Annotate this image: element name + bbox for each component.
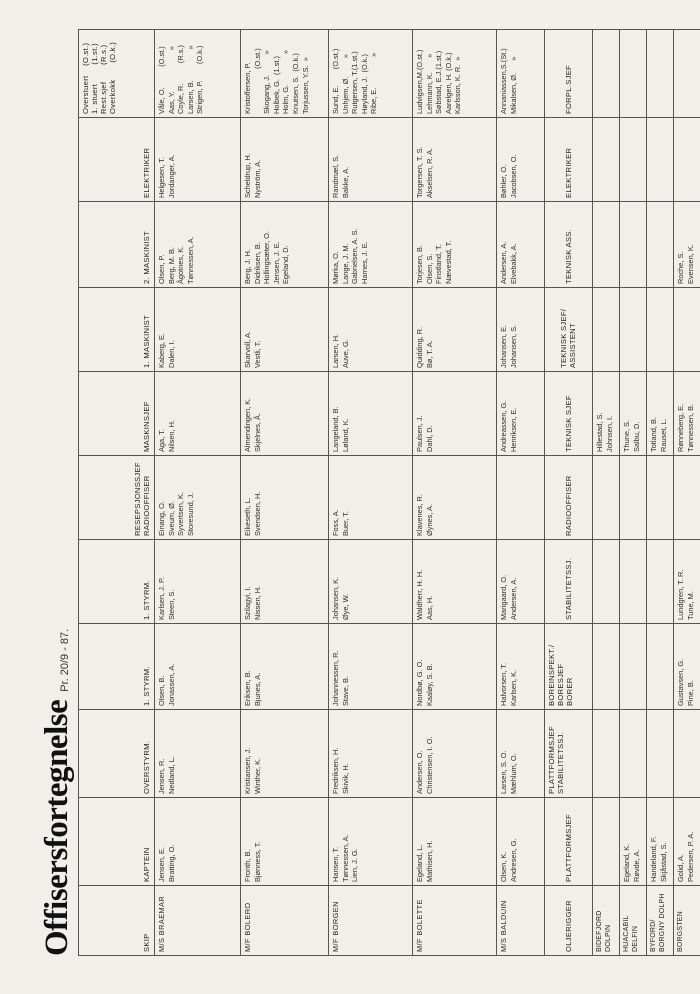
1-styrm-cell: Eriksen, B. Bjunes, A. <box>241 624 329 710</box>
1-maskinist-cell: Skarvoll, A. Vestli, T. <box>241 288 329 372</box>
ship-row-balduin <box>497 30 545 956</box>
rig-row-borgsten <box>674 30 700 956</box>
stuert-cell: Annaniassen,S.(St.) Mikalsen, Ø. » <box>497 30 545 118</box>
oil-header-name: OLJERIGGER <box>545 886 593 956</box>
1-styrm-b-cell: Szilagyi, I. Nissen, H. <box>241 540 329 624</box>
elektriker-cell: Scheldrup, H. Nyström, A. <box>241 118 329 202</box>
boreinspekt-cell <box>620 624 647 710</box>
1-maskinist-cell: Kaberg, E. Dalen, I. <box>155 288 241 372</box>
document-title: Offisersfortegnelse <box>39 699 75 956</box>
header-radio: RESEPSJONSSJEF RADIOOFFISER <box>79 456 155 540</box>
maskinsjef-cell: Langeland, B. Løland, K. <box>329 372 413 456</box>
ship-row-borgen <box>329 30 413 956</box>
maskinsjef-cell: Andreassen, G. Henriksen, E. <box>497 372 545 456</box>
rig-name: BYFORD/ BORGNY DOLPH <box>647 886 674 956</box>
ship-name: M/S BALDUIN <box>497 886 545 956</box>
teknisk-sjef-cell: Rønneberg, E. Tønnessen, B. <box>674 372 700 456</box>
radio-cell: Einang, O. Sveum, Ø. Syvertsen, K. Storesund, J. <box>155 456 241 540</box>
elektriker-cell <box>647 118 674 202</box>
header-1-styrm: 1. STYRM. <box>79 624 155 710</box>
teknisk-sjef-ass-cell <box>620 288 647 372</box>
rig-name: BORGSTEN <box>674 886 700 956</box>
teknisk-sjef-ass-cell <box>674 288 700 372</box>
maskinsjef-cell: Aga, T. Nilsen, H. <box>155 372 241 456</box>
document-date: Pr. 20/9 - 87. <box>59 628 71 692</box>
teknisk-sjef-ass-cell <box>593 288 620 372</box>
stuert-cell: Ludvigsen,M.(O.st.) Lehmann, K. » Søbstad, E.J.(1.st.) Aarelgen, H. (O.k.) Karlsson, K. R. » <box>413 30 497 118</box>
oil-header-plattformsjef: PLATTFORMSJEF <box>545 798 593 886</box>
forpl-sjef-cell <box>674 30 700 118</box>
header-kaptein: KAPTEIN <box>79 798 155 886</box>
plattformsjef-stab-cell <box>620 710 647 798</box>
2-maskinist-cell: Olsen, P. Berg, M. B. Ågotnes, K. Tønnessen, A. <box>155 202 241 288</box>
oil-header-forpl-sjef: FORPL.SJEF <box>545 30 593 118</box>
overstyrm-cell: Andersen, O. Christensen, I. O. <box>413 710 497 798</box>
1-maskinist-cell: Johansen, E. Johansen, S. <box>497 288 545 372</box>
1-styrm-b-cell: Marigaard, O. Andersen, A. <box>497 540 545 624</box>
header-elektriker: ELEKTRIKER <box>79 118 155 202</box>
overstyrm-cell: Kristiansen, J. Winther, K. <box>241 710 329 798</box>
kaptein-cell: Jensen, E. Bratting, O. <box>155 798 241 886</box>
1-maskinist-cell: Larsen, H. Auve, G. <box>329 288 413 372</box>
header-ship: SKIP <box>79 886 155 956</box>
plattformsjef-cell <box>593 798 620 886</box>
plattformsjef-cell: Handeland, F. Skjåstad, S. <box>647 798 674 886</box>
1-styrm-cell: Johannessen, R. Stave, B. <box>329 624 413 710</box>
oil-header-teknisk-sjef-ass: TEKNISK SJEF/ ASSISTENT <box>545 288 593 372</box>
forpl-sjef-cell <box>647 30 674 118</box>
teknisk-ass-cell <box>647 202 674 288</box>
overstyrm-cell: Fredriksen, H. Skivik, H. <box>329 710 413 798</box>
plattformsjef-stab-cell <box>674 710 700 798</box>
1-styrm-cell: Nordbø, G. O. Kaaløy, S. B. <box>413 624 497 710</box>
maskinsjef-cell: Almendingen, K. Skjelnes, Å. <box>241 372 329 456</box>
rig-name: BIDEFJORD DOLPIN <box>593 886 620 956</box>
ship-row-bolette <box>413 30 497 956</box>
teknisk-sjef-cell: Hillestad, S. Johnsen, I. <box>593 372 620 456</box>
maskinsjef-cell: Paulsen, J. Dahl, D. <box>413 372 497 456</box>
teknisk-sjef-cell: Thune, S. Salbu, D. <box>620 372 647 456</box>
forpl-sjef-cell <box>620 30 647 118</box>
elektriker-cell: Helgesen, T. Jordanger, A. <box>155 118 241 202</box>
1-styrm-b-cell: Karlsen, J. P. Steen, S. <box>155 540 241 624</box>
boreinspekt-cell: Gustavsen, G. Pine, B. <box>674 624 700 710</box>
officer-table <box>78 29 700 956</box>
radio-cell: Klavenes, R. Øynes, A. <box>413 456 497 540</box>
elektriker-cell: Randmæl, S. Bakke, A. <box>329 118 413 202</box>
radiooffiser-cell <box>620 456 647 540</box>
boreinspekt-cell <box>647 624 674 710</box>
stabilitetssj-cell: Lundgren, T. R. Tune, M. <box>674 540 700 624</box>
teknisk-ass-cell: Roche, S. Evensen, K. <box>674 202 700 288</box>
2-maskinist-cell: Torjesen, B. Olsen, S. Finstland, T. Nævestad, T. <box>413 202 497 288</box>
stuert-cell: Kristoffersen, P. (O.st.) Skogang, J. » Holbek, G. (1.st.) Holm, G. » Knutsen, S. (O.k.) Torjussen, Y.S. » <box>241 30 329 118</box>
1-styrm-b-cell: Johansen, K. Øye, W. <box>329 540 413 624</box>
elektriker-cell: Torgersen, T. S. Akselsen, R. A. <box>413 118 497 202</box>
2-maskinist-cell: Berg, J. H. Didriksen, B. Hollingsæter, O. Jensen, J. E. Egeland, D. <box>241 202 329 288</box>
ship-row-braemar <box>155 30 241 956</box>
2-maskinist-cell: Andersen, A. Elvebakk, A. <box>497 202 545 288</box>
kaptein-cell: Egeland, L. Mathisen, H. <box>413 798 497 886</box>
plattformsjef-stab-cell <box>593 710 620 798</box>
oil-rig-header-row <box>545 30 593 956</box>
overstyrm-cell: Jensen, R. Nedland, L. <box>155 710 241 798</box>
oil-header-teknisk-sjef: TEKNISK SJEF <box>545 372 593 456</box>
radio-cell <box>497 456 545 540</box>
ship-name: M/F BORGEN <box>329 886 413 956</box>
ship-name: M/S BRAEMAR <box>155 886 241 956</box>
radio-cell: Foss, A. Buer, T. <box>329 456 413 540</box>
rig-row-byford <box>647 30 674 956</box>
radiooffiser-cell <box>593 456 620 540</box>
teknisk-sjef-ass-cell <box>647 288 674 372</box>
ship-name: M/F BOLETTE <box>413 886 497 956</box>
radiooffiser-cell <box>674 456 700 540</box>
1-styrm-b-cell: Waldherr, H. H. Aas, H. <box>413 540 497 624</box>
oil-header-stabilitetssj: STABILITETSSJ. <box>545 540 593 624</box>
1-maskinist-cell: Quidding, R. Bø, T. A. <box>413 288 497 372</box>
2-maskinist-cell: Mørka, O. Lange, J. M. Gabrielsen, A. S. Harnes, J. E. <box>329 202 413 288</box>
ship-name: M/F BOLERO <box>241 886 329 956</box>
header-1-maskinist: 1. MASKINIST <box>79 288 155 372</box>
rig-name: HUACABIL DELFIN <box>620 886 647 956</box>
oil-header-boreinspekt: BOREINSPEKT./ BORESJEF BORER <box>545 624 593 710</box>
header-1-styrm-b: 1. STYRM. <box>79 540 155 624</box>
oil-header-radiooffiser: RADIOOFFISER <box>545 456 593 540</box>
header-row <box>79 30 155 956</box>
stabilitetssj-cell <box>593 540 620 624</box>
boreinspekt-cell <box>593 624 620 710</box>
kaptein-cell: Hansen, T. Tønnessen, A. Lien, J. G. <box>329 798 413 886</box>
elektriker-cell <box>620 118 647 202</box>
plattformsjef-stab-cell <box>647 710 674 798</box>
elektriker-cell <box>593 118 620 202</box>
forpl-sjef-cell <box>593 30 620 118</box>
ship-row-bolero <box>241 30 329 956</box>
stabilitetssj-cell <box>647 540 674 624</box>
teknisk-ass-cell <box>593 202 620 288</box>
radio-cell: Eikeseth, L. Svendsen, H. <box>241 456 329 540</box>
stuert-cell: Sund, E. (O.st.) Unhjem, Ø. » Rutgersen, T.(1.st.) Høyland, J. (O.k.) Ribe, E. » <box>329 30 413 118</box>
oil-header-plattformsjef-stab: PLATTFORMSJEF STABILITETSSJ. <box>545 710 593 798</box>
kaptein-cell: Fronth, B. Bjønness, T. <box>241 798 329 886</box>
stabilitetssj-cell <box>620 540 647 624</box>
header-stuert: Overstuert (O.st.) 1. stuert (1.st.) Rest.sjef (R.s.) Overkokk (O.k.) <box>79 30 155 118</box>
radiooffiser-cell <box>647 456 674 540</box>
header-2-maskinist: 2. MASKINIST <box>79 202 155 288</box>
rig-row-huacabil <box>620 30 647 956</box>
overstyrm-cell: Larsen, S. O. Mæhlum, O. <box>497 710 545 798</box>
stuert-cell: Våle, O. (O.st.) Aas, Y. » Coyle, R. (R.s.) Larsen, B. » Strigen, P. (O.k.) <box>155 30 241 118</box>
teknisk-sjef-cell: Totland, B. Rauset, L. <box>647 372 674 456</box>
header-overstyrm: OVERSTYRM. <box>79 710 155 798</box>
1-styrm-cell: Halvorsen, T. Karlsen, K. <box>497 624 545 710</box>
plattformsjef-cell: Golid, A. Pedersen, P. A. <box>674 798 700 886</box>
oil-header-teknisk-ass: TEKNISK ASS. <box>545 202 593 288</box>
teknisk-ass-cell <box>620 202 647 288</box>
title-block <box>24 629 74 956</box>
elektriker-cell: Bøhler, O. Jacobsen, O. <box>497 118 545 202</box>
oil-header-elektriker: ELEKTRIKER <box>545 118 593 202</box>
rig-row-bidefjord <box>593 30 620 956</box>
plattformsjef-cell: Egeland, K. Røvde, A. <box>620 798 647 886</box>
kaptein-cell: Olsen, K. Andresen, G. <box>497 798 545 886</box>
header-maskinsjef: MASKINSJEF <box>79 372 155 456</box>
1-styrm-cell: Olsen, B. Jonassen, A. <box>155 624 241 710</box>
elektriker-cell <box>674 118 700 202</box>
